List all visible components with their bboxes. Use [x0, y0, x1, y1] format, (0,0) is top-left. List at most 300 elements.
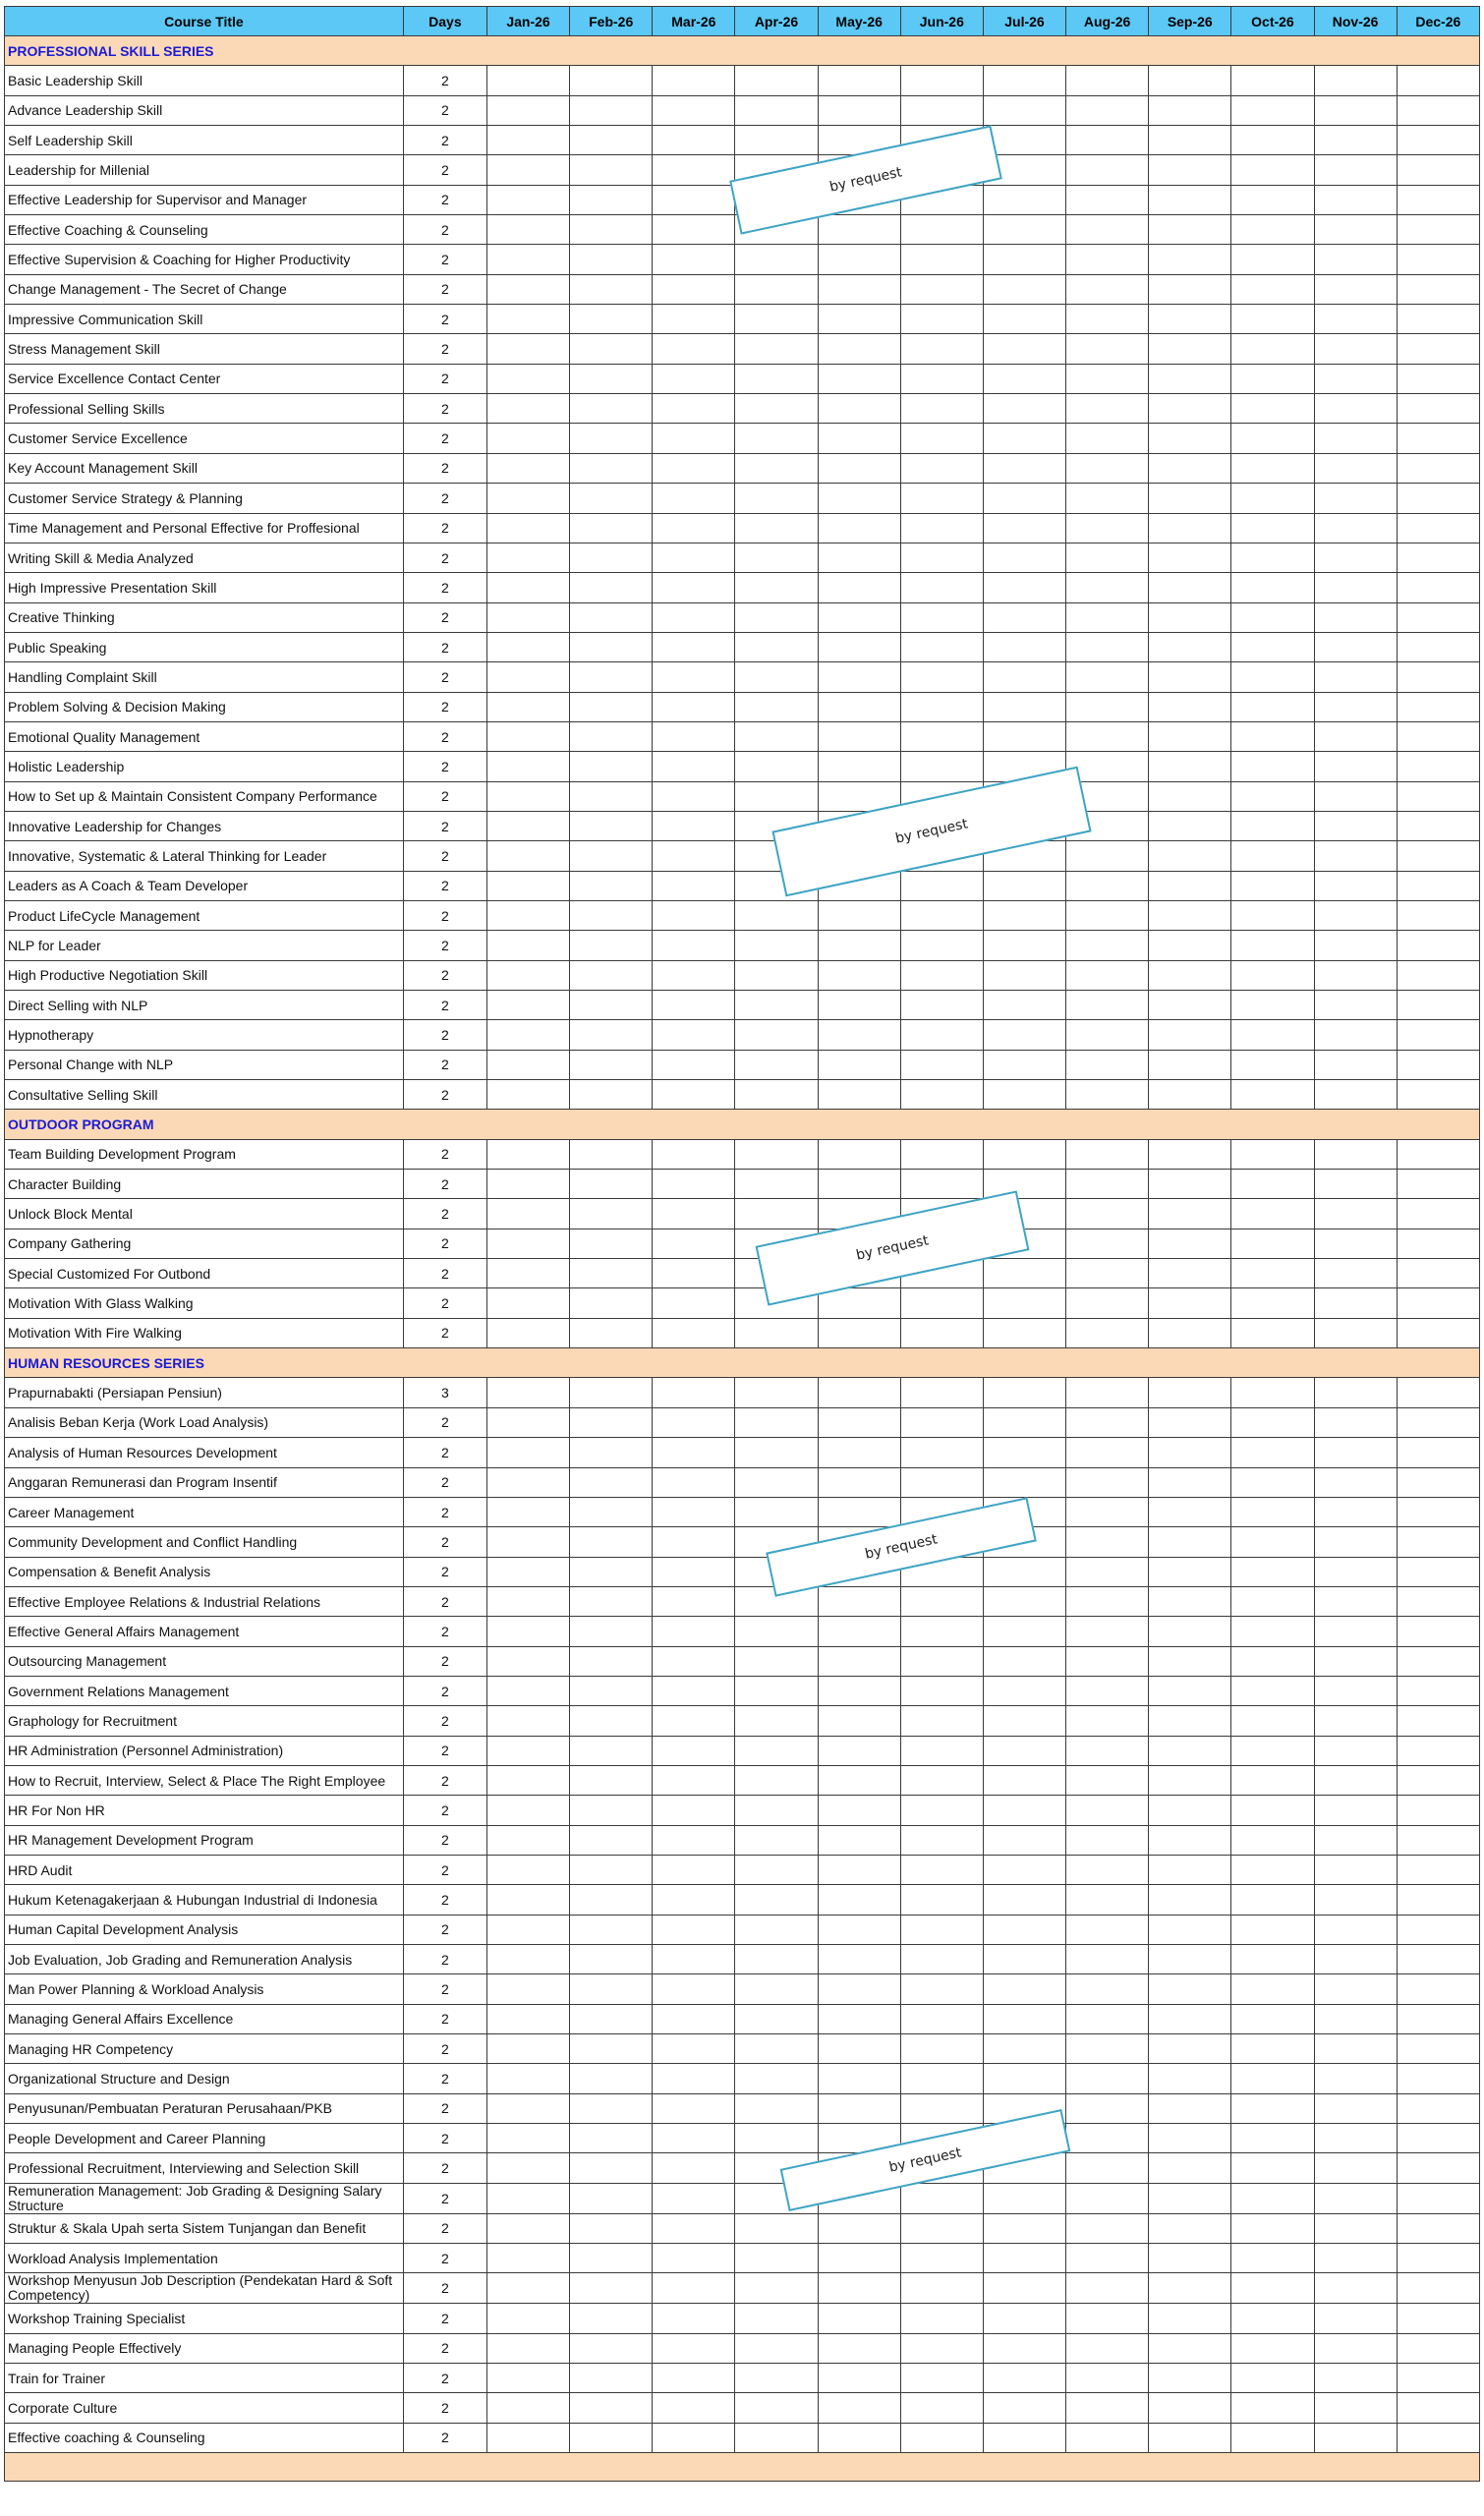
- course-title-cell: Special Customized For Outbond: [5, 1259, 404, 1288]
- month-cell: [818, 900, 900, 930]
- month-cell: [983, 1646, 1065, 1676]
- month-cell: [486, 513, 569, 543]
- month-cell: [818, 2064, 900, 2093]
- month-cell: [1397, 1407, 1479, 1437]
- month-cell: [900, 2004, 983, 2033]
- month-cell: [1231, 1825, 1314, 1855]
- table-row: [5, 245, 1480, 274]
- month-cell: [653, 602, 735, 632]
- month-cell: [653, 513, 735, 543]
- month-cell: [570, 2333, 653, 2363]
- month-cell: [1314, 2124, 1397, 2153]
- month-cell: [1149, 2273, 1231, 2304]
- table-row: [5, 931, 1480, 960]
- month-cell: [1149, 2093, 1231, 2123]
- month-cell: [735, 245, 818, 274]
- month-cell: [818, 1407, 900, 1437]
- month-cell: [1149, 960, 1231, 990]
- month-cell: [1397, 1915, 1479, 1944]
- month-cell: [1397, 1736, 1479, 1765]
- month-cell: [818, 2393, 900, 2423]
- header-month: Nov-26: [1314, 7, 1397, 36]
- month-cell: [1397, 2183, 1479, 2213]
- month-cell: [486, 900, 569, 930]
- month-cell: [818, 394, 900, 424]
- month-cell: [1314, 1646, 1397, 1676]
- table-row: [5, 632, 1480, 661]
- days-cell: 2: [403, 811, 486, 840]
- month-cell: [900, 1915, 983, 1944]
- month-cell: [1066, 543, 1149, 572]
- month-cell: [735, 573, 818, 602]
- month-cell: [983, 1378, 1065, 1407]
- section-header-row: [5, 1348, 1480, 1378]
- month-cell: [1149, 1288, 1231, 1318]
- month-cell: [486, 453, 569, 483]
- month-cell: [735, 931, 818, 960]
- month-cell: [818, 960, 900, 990]
- month-cell: [1231, 1527, 1314, 1557]
- month-cell: [983, 394, 1065, 424]
- month-cell: [1397, 692, 1479, 721]
- month-cell: [1066, 1855, 1149, 1884]
- days-cell: 2: [403, 1467, 486, 1497]
- month-cell: [486, 2393, 569, 2423]
- month-cell: [1314, 215, 1397, 245]
- month-cell: [570, 1199, 653, 1229]
- month-cell: [735, 602, 818, 632]
- month-cell: [900, 662, 983, 692]
- month-cell: [570, 2273, 653, 2304]
- by-request-stamp: by request: [729, 125, 1002, 234]
- month-cell: [1149, 1139, 1231, 1169]
- month-cell: [1314, 781, 1397, 811]
- month-cell: [1314, 2364, 1397, 2393]
- month-cell: [900, 1139, 983, 1169]
- month-cell: [735, 2004, 818, 2033]
- month-cell: [1231, 692, 1314, 721]
- month-cell: [570, 95, 653, 125]
- month-cell: [1314, 1199, 1397, 1229]
- days-cell: 2: [403, 1586, 486, 1616]
- month-cell: [983, 2004, 1065, 2033]
- month-cell: [983, 1945, 1065, 1974]
- month-cell: [570, 2004, 653, 2033]
- days-cell: 2: [403, 1557, 486, 1586]
- table-row: [5, 2244, 1480, 2273]
- month-cell: [1314, 1617, 1397, 1646]
- month-cell: [983, 364, 1065, 393]
- days-cell: 2: [403, 305, 486, 334]
- course-title-cell: Prapurnabakti (Persiapan Pensiun): [5, 1378, 404, 1407]
- month-cell: [735, 2093, 818, 2123]
- month-cell: [486, 66, 569, 95]
- course-title-cell: HR Administration (Personnel Administration): [5, 1736, 404, 1765]
- month-cell: [1397, 2004, 1479, 2033]
- course-title-cell: Impressive Communication Skill: [5, 305, 404, 334]
- month-cell: [1314, 334, 1397, 364]
- table-row: [5, 811, 1480, 840]
- month-cell: [570, 155, 653, 185]
- month-cell: [983, 1318, 1065, 1347]
- table-row: [5, 2064, 1480, 2093]
- month-cell: [1314, 2244, 1397, 2273]
- month-cell: [570, 543, 653, 572]
- month-cell: [1314, 364, 1397, 393]
- month-cell: [818, 2093, 900, 2123]
- table-row: [5, 1199, 1480, 1229]
- month-cell: [653, 1765, 735, 1795]
- month-cell: [983, 1765, 1065, 1795]
- course-title-cell: Effective Leadership for Supervisor and Manager: [5, 185, 404, 214]
- month-cell: [983, 602, 1065, 632]
- month-cell: [735, 95, 818, 125]
- month-cell: [1066, 155, 1149, 185]
- table-row: [5, 1378, 1480, 1407]
- month-cell: [486, 1170, 569, 1199]
- month-cell: [570, 1736, 653, 1765]
- month-cell: [1149, 662, 1231, 692]
- month-cell: [1314, 155, 1397, 185]
- month-cell: [900, 513, 983, 543]
- days-cell: 2: [403, 2064, 486, 2093]
- month-cell: [735, 1646, 818, 1676]
- month-cell: [900, 1974, 983, 2004]
- month-cell: [1149, 1855, 1231, 1884]
- month-cell: [653, 2004, 735, 2033]
- month-cell: [653, 1438, 735, 1467]
- month-cell: [486, 1676, 569, 1705]
- month-cell: [983, 484, 1065, 513]
- month-cell: [735, 2064, 818, 2093]
- month-cell: [570, 1467, 653, 1497]
- course-title-cell: Self Leadership Skill: [5, 126, 404, 155]
- month-cell: [1397, 1080, 1479, 1110]
- month-cell: [983, 2034, 1065, 2064]
- month-cell: [900, 2213, 983, 2243]
- month-cell: [735, 424, 818, 453]
- month-cell: [1314, 95, 1397, 125]
- month-cell: [735, 2423, 818, 2452]
- month-cell: [1314, 1855, 1397, 1884]
- month-cell: [653, 1199, 735, 1229]
- course-title-cell: Leaders as A Coach & Team Developer: [5, 871, 404, 900]
- month-cell: [570, 721, 653, 751]
- month-cell: [653, 1557, 735, 1586]
- month-cell: [653, 1646, 735, 1676]
- month-cell: [1066, 424, 1149, 453]
- days-cell: 2: [403, 185, 486, 214]
- course-title-cell: Company Gathering: [5, 1229, 404, 1258]
- month-cell: [1314, 931, 1397, 960]
- month-cell: [735, 1020, 818, 1050]
- month-cell: [570, 394, 653, 424]
- month-cell: [1149, 752, 1231, 781]
- month-cell: [1231, 1080, 1314, 1110]
- month-cell: [1231, 1288, 1314, 1318]
- month-cell: [818, 543, 900, 572]
- month-cell: [570, 2364, 653, 2393]
- days-cell: 2: [403, 1676, 486, 1705]
- month-cell: [653, 573, 735, 602]
- month-cell: [1066, 1467, 1149, 1497]
- month-cell: [735, 543, 818, 572]
- month-cell: [486, 2364, 569, 2393]
- month-cell: [1231, 1378, 1314, 1407]
- month-cell: [486, 2093, 569, 2123]
- month-cell: [900, 1407, 983, 1437]
- month-cell: [983, 305, 1065, 334]
- month-cell: [735, 2273, 818, 2304]
- month-cell: [653, 1080, 735, 1110]
- month-cell: [1066, 2364, 1149, 2393]
- month-cell: [1066, 1080, 1149, 1110]
- month-cell: [1397, 841, 1479, 871]
- month-cell: [1314, 662, 1397, 692]
- month-cell: [570, 1170, 653, 1199]
- month-cell: [570, 2153, 653, 2183]
- month-cell: [653, 2213, 735, 2243]
- month-cell: [653, 1825, 735, 1855]
- days-cell: 2: [403, 364, 486, 393]
- month-cell: [1314, 1378, 1397, 1407]
- month-cell: [570, 245, 653, 274]
- month-cell: [653, 453, 735, 483]
- days-cell: 2: [403, 1855, 486, 1884]
- month-cell: [818, 991, 900, 1020]
- course-title-cell: HRD Audit: [5, 1855, 404, 1884]
- month-cell: [1231, 931, 1314, 960]
- month-cell: [486, 2034, 569, 2064]
- month-cell: [1397, 1557, 1479, 1586]
- month-cell: [1149, 364, 1231, 393]
- month-cell: [1314, 305, 1397, 334]
- course-title-cell: Analysis of Human Resources Development: [5, 1438, 404, 1467]
- month-cell: [1314, 484, 1397, 513]
- month-cell: [570, 185, 653, 214]
- month-cell: [1231, 394, 1314, 424]
- table-row: [5, 1586, 1480, 1616]
- month-cell: [818, 334, 900, 364]
- days-cell: 2: [403, 424, 486, 453]
- month-cell: [1231, 1318, 1314, 1347]
- month-cell: [1231, 1765, 1314, 1795]
- month-cell: [1231, 900, 1314, 930]
- month-cell: [1149, 1945, 1231, 1974]
- month-cell: [570, 364, 653, 393]
- month-cell: [653, 1945, 735, 1974]
- month-cell: [900, 602, 983, 632]
- course-title-cell: Compensation & Benefit Analysis: [5, 1557, 404, 1586]
- month-cell: [1231, 155, 1314, 185]
- month-cell: [1066, 2213, 1149, 2243]
- month-cell: [1149, 721, 1231, 751]
- month-cell: [486, 1288, 569, 1318]
- month-cell: [1397, 1229, 1479, 1258]
- month-cell: [1231, 573, 1314, 602]
- month-cell: [1231, 1199, 1314, 1229]
- month-cell: [570, 1139, 653, 1169]
- month-cell: [1397, 66, 1479, 95]
- month-cell: [983, 721, 1065, 751]
- month-cell: [1397, 1646, 1479, 1676]
- month-cell: [486, 484, 569, 513]
- header-month: May-26: [818, 7, 900, 36]
- month-cell: [1066, 692, 1149, 721]
- month-cell: [1149, 1020, 1231, 1050]
- month-cell: [1066, 1407, 1149, 1437]
- month-cell: [1149, 811, 1231, 840]
- month-cell: [653, 2244, 735, 2273]
- month-cell: [1314, 2183, 1397, 2213]
- month-cell: [1397, 543, 1479, 572]
- month-cell: [1066, 721, 1149, 751]
- month-cell: [1231, 1796, 1314, 1825]
- month-cell: [900, 1676, 983, 1705]
- days-cell: 2: [403, 1497, 486, 1526]
- month-cell: [570, 513, 653, 543]
- month-cell: [1231, 2304, 1314, 2333]
- course-title-cell: Key Account Management Skill: [5, 453, 404, 483]
- month-cell: [1066, 2244, 1149, 2273]
- month-cell: [1397, 1586, 1479, 1616]
- month-cell: [653, 215, 735, 245]
- course-title-cell: Workshop Training Specialist: [5, 2304, 404, 2333]
- month-cell: [1149, 1706, 1231, 1736]
- month-cell: [818, 424, 900, 453]
- month-cell: [570, 1288, 653, 1318]
- month-cell: [1149, 2244, 1231, 2273]
- month-cell: [900, 2273, 983, 2304]
- month-cell: [735, 1407, 818, 1437]
- table-row: [5, 2004, 1480, 2033]
- month-cell: [900, 66, 983, 95]
- days-cell: 2: [403, 602, 486, 632]
- course-title-cell: Unlock Block Mental: [5, 1199, 404, 1229]
- table-row: [5, 2153, 1480, 2183]
- month-cell: [1314, 1080, 1397, 1110]
- month-cell: [818, 1796, 900, 1825]
- month-cell: [1397, 2364, 1479, 2393]
- month-cell: [570, 2244, 653, 2273]
- month-cell: [900, 1586, 983, 1616]
- days-cell: 2: [403, 1020, 486, 1050]
- month-cell: [900, 871, 983, 900]
- month-cell: [818, 274, 900, 304]
- month-cell: [818, 2244, 900, 2273]
- month-cell: [1066, 185, 1149, 214]
- month-cell: [1231, 1139, 1314, 1169]
- month-cell: [570, 1407, 653, 1437]
- header-month: Aug-26: [1066, 7, 1149, 36]
- month-cell: [570, 871, 653, 900]
- month-cell: [1397, 1438, 1479, 1467]
- month-cell: [1149, 991, 1231, 1020]
- month-cell: [735, 453, 818, 483]
- month-cell: [1066, 1318, 1149, 1347]
- month-cell: [900, 2304, 983, 2333]
- month-cell: [1314, 721, 1397, 751]
- month-cell: [983, 692, 1065, 721]
- month-cell: [1314, 1825, 1397, 1855]
- month-cell: [818, 1676, 900, 1705]
- month-cell: [1149, 1557, 1231, 1586]
- month-cell: [1397, 95, 1479, 125]
- table-row: [5, 484, 1480, 513]
- month-cell: [900, 1318, 983, 1347]
- month-cell: [653, 811, 735, 840]
- month-cell: [1231, 1170, 1314, 1199]
- month-cell: [486, 1885, 569, 1915]
- course-title-cell: Professional Selling Skills: [5, 394, 404, 424]
- table-row: [5, 364, 1480, 393]
- month-cell: [818, 305, 900, 334]
- month-cell: [1149, 900, 1231, 930]
- month-cell: [900, 394, 983, 424]
- month-cell: [983, 2393, 1065, 2423]
- month-cell: [983, 1288, 1065, 1318]
- days-cell: 2: [403, 1825, 486, 1855]
- month-cell: [900, 1736, 983, 1765]
- month-cell: [983, 2213, 1065, 2243]
- course-title-cell: Motivation With Glass Walking: [5, 1288, 404, 1318]
- month-cell: [1149, 1825, 1231, 1855]
- course-title-cell: High Productive Negotiation Skill: [5, 960, 404, 990]
- month-cell: [1066, 1646, 1149, 1676]
- month-cell: [900, 1020, 983, 1050]
- month-cell: [1066, 513, 1149, 543]
- month-cell: [900, 2393, 983, 2423]
- month-cell: [1149, 513, 1231, 543]
- month-cell: [1231, 1945, 1314, 1974]
- table-row: [5, 781, 1480, 811]
- month-cell: [486, 1020, 569, 1050]
- month-cell: [1231, 1586, 1314, 1616]
- table-row: [5, 692, 1480, 721]
- table-row: [5, 424, 1480, 453]
- table-row: [5, 871, 1480, 900]
- month-cell: [983, 2364, 1065, 2393]
- course-title-cell: NLP for Leader: [5, 931, 404, 960]
- month-cell: [900, 752, 983, 781]
- month-cell: [983, 453, 1065, 483]
- course-title-cell: Character Building: [5, 1170, 404, 1199]
- month-cell: [1231, 245, 1314, 274]
- month-cell: [1397, 1378, 1479, 1407]
- month-cell: [1149, 2304, 1231, 2333]
- month-cell: [900, 95, 983, 125]
- table-row: [5, 1229, 1480, 1258]
- month-cell: [486, 1617, 569, 1646]
- month-cell: [1066, 126, 1149, 155]
- month-cell: [1397, 1676, 1479, 1705]
- month-cell: [1149, 1080, 1231, 1110]
- month-cell: [486, 1407, 569, 1437]
- course-title-cell: Hypnotherapy: [5, 1020, 404, 1050]
- table-row: [5, 2423, 1480, 2452]
- month-cell: [1149, 1378, 1231, 1407]
- course-title-cell: Problem Solving & Decision Making: [5, 692, 404, 721]
- course-title-cell: Emotional Quality Management: [5, 721, 404, 751]
- month-cell: [1397, 1467, 1479, 1497]
- month-cell: [1314, 573, 1397, 602]
- table-row: [5, 1438, 1480, 1467]
- header-month: Apr-26: [735, 7, 818, 36]
- course-title-cell: HR Management Development Program: [5, 1825, 404, 1855]
- month-cell: [486, 305, 569, 334]
- course-title-cell: Time Management and Personal Effective for Proffesional: [5, 513, 404, 543]
- month-cell: [1149, 2333, 1231, 2363]
